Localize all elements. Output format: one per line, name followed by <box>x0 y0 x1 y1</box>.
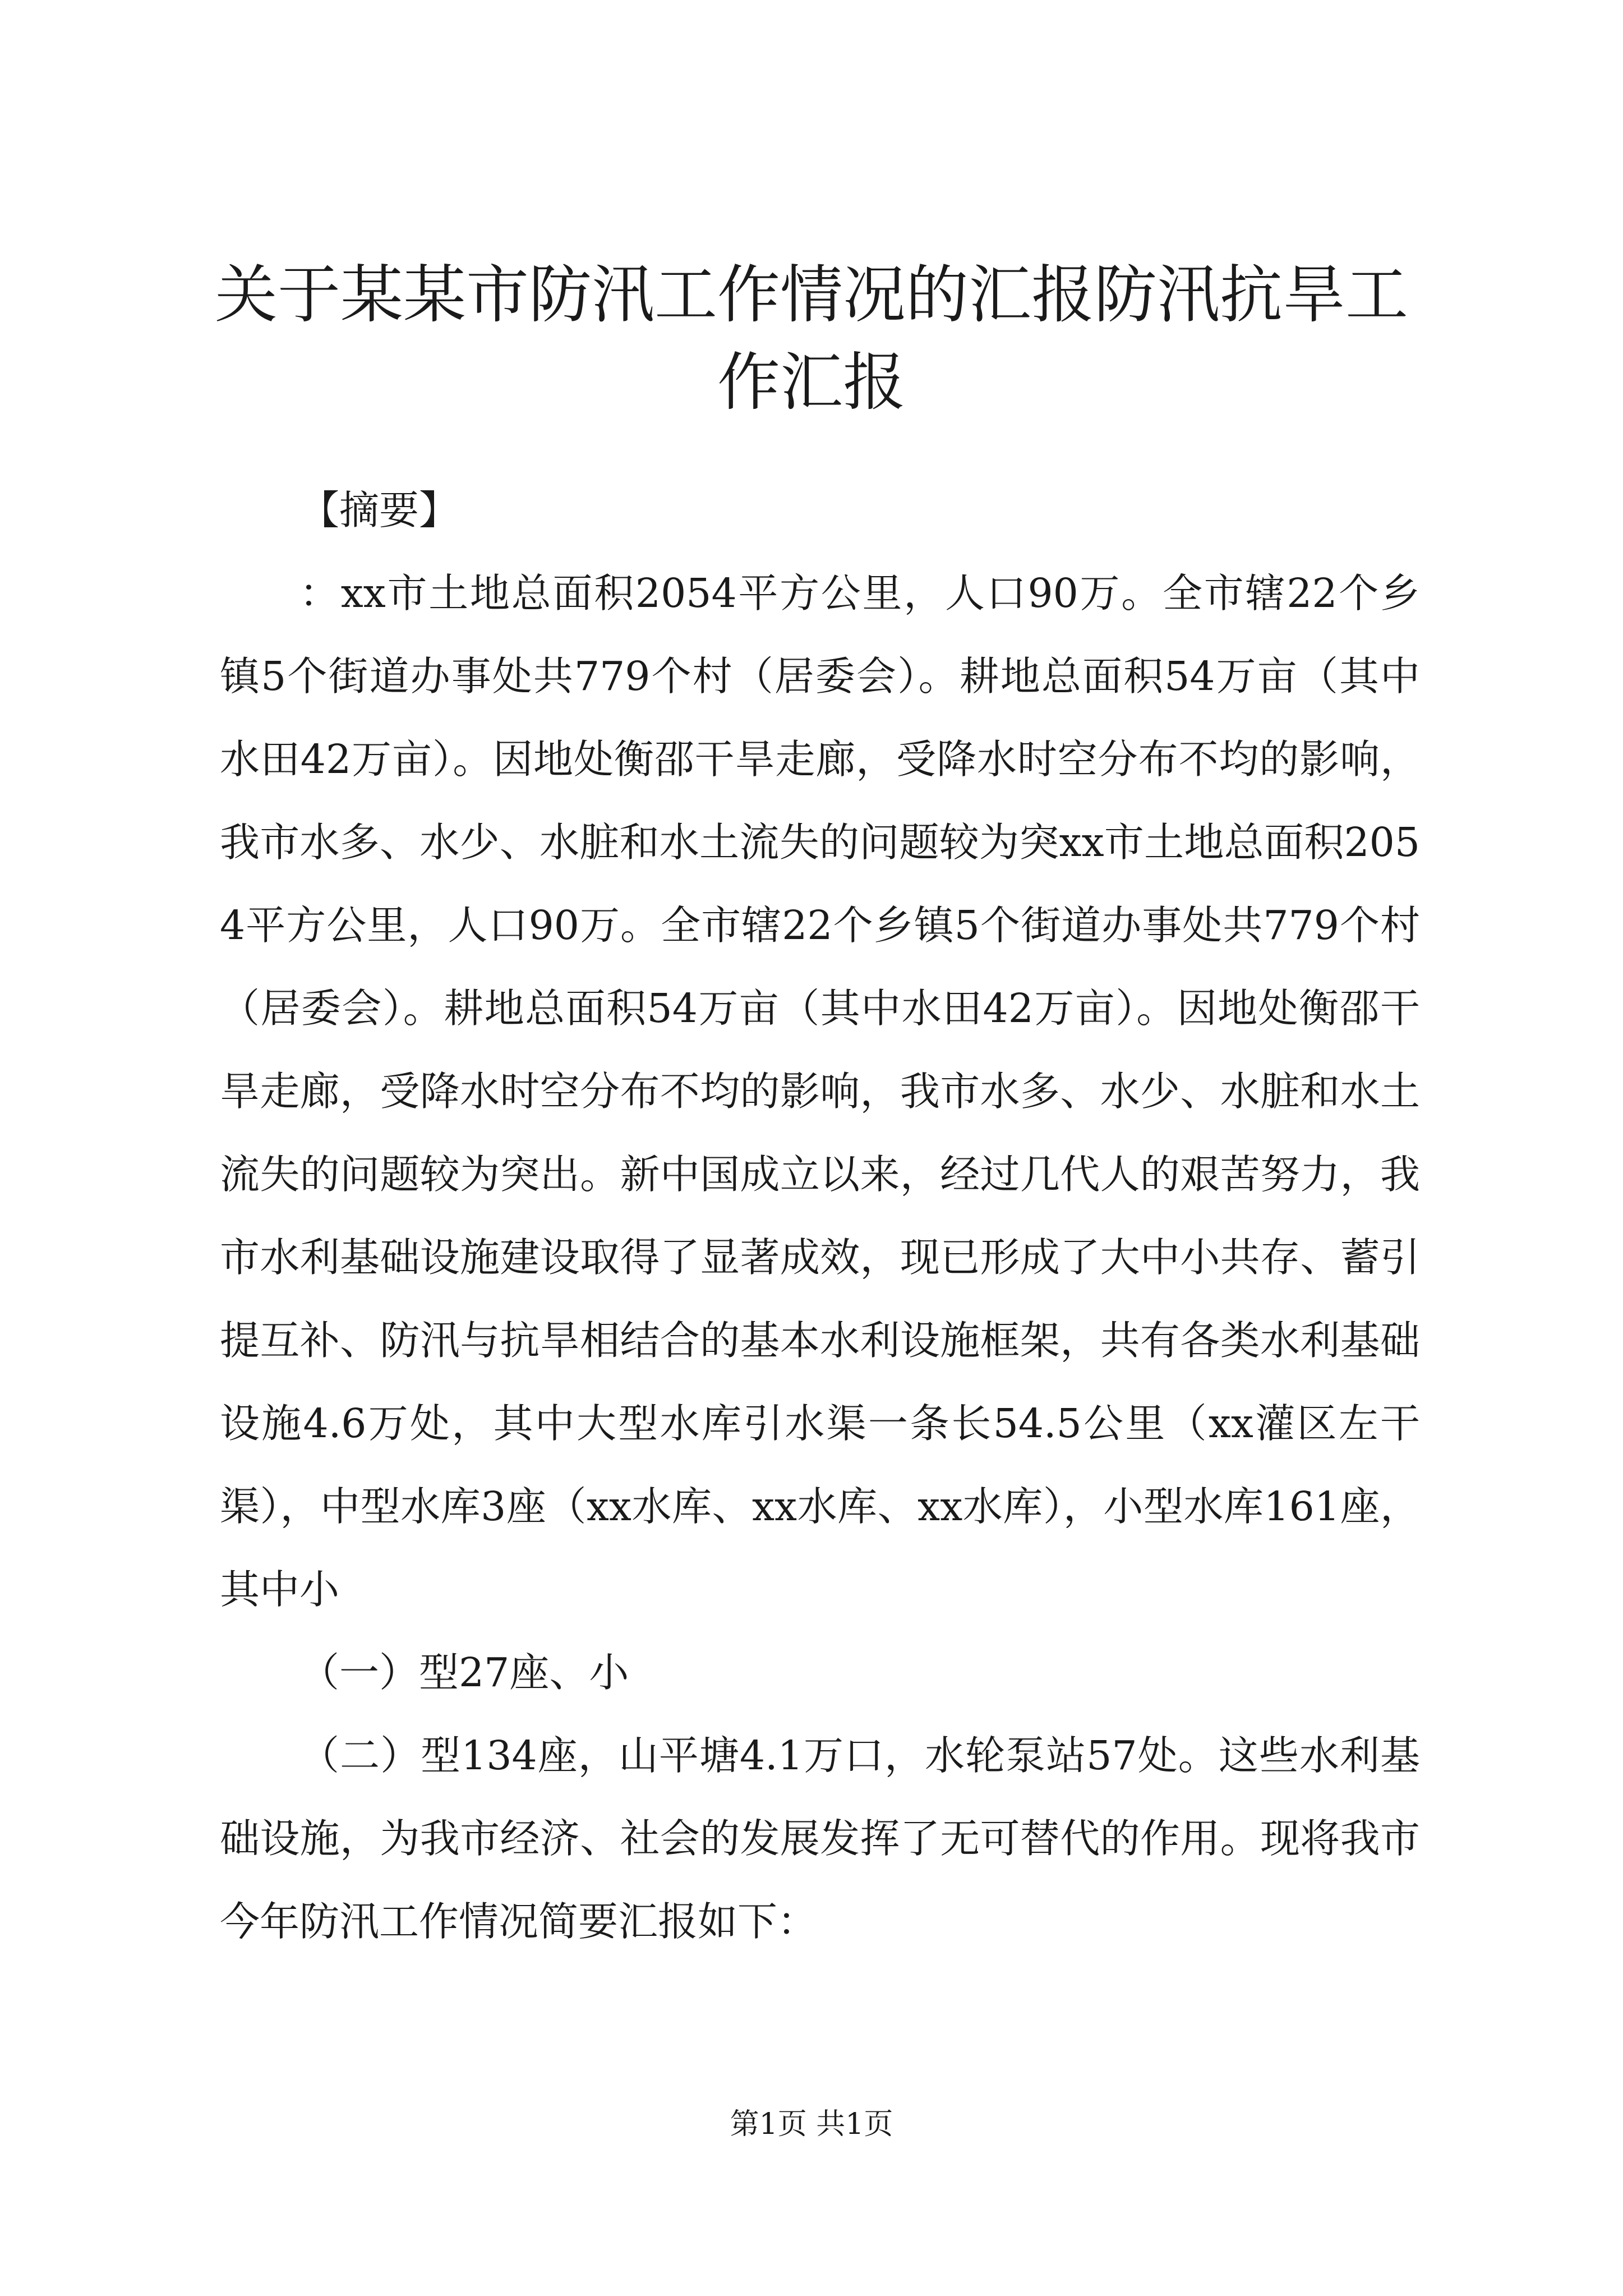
body-paragraph-item-1: （一）型27座、小 <box>299 1649 629 1696</box>
body-paragraph-item-2: （二）型134座，山平塘4.1万口，水轮泵站57处。这些水利基础设施，为我市经济、社会的发展发挥了无可替代的作用。现将我市今年防汛工作情况简要汇报如下： <box>220 1732 1420 1945</box>
page-number-footer: 第1页 共1页 <box>730 2108 893 2141</box>
document-body <box>220 469 1420 1963</box>
body-paragraph-main: ：xx市土地总面积2054平方公里，人口90万。全市辖22个乡镇5个街道办事处共779个村（居委会）。耕地总面积54万亩（其中水田42万亩）。因地处衡邵干旱走廊，受降水时空分布不均的影响，我市水多、水少、水脏和水土流失的问题较为突xx市土地总面积2054平方公里，人口90万。全市辖22个乡镇5个街道办事处共779个村（居委会）。耕地总面积54万亩（其中水田42万亩）。因地处衡邵干旱走廊，受降水时空分布不均的影响，我市水多、水少、水脏和水土流失的问题较为突出。新中国成立以来，经过几代人的艰苦努力，我市水利基础设施建设取得了显著成效，现已形成了大中小共存、蓄引提互补、防汛与抗旱相结合的基本水利设施框架，共有各类水利基础设施4.6万处，其中大型水库引水渠一条长54.5公里（xx灌区左干渠），中型水库3座（xx水库、xx水库、xx水库），小型水库161座，其中小 <box>220 570 1420 1613</box>
document-title: 关于某某市防汛工作情况的汇报防汛抗旱工作汇报 <box>215 259 1408 419</box>
abstract-heading: 【摘要】 <box>299 487 459 533</box>
